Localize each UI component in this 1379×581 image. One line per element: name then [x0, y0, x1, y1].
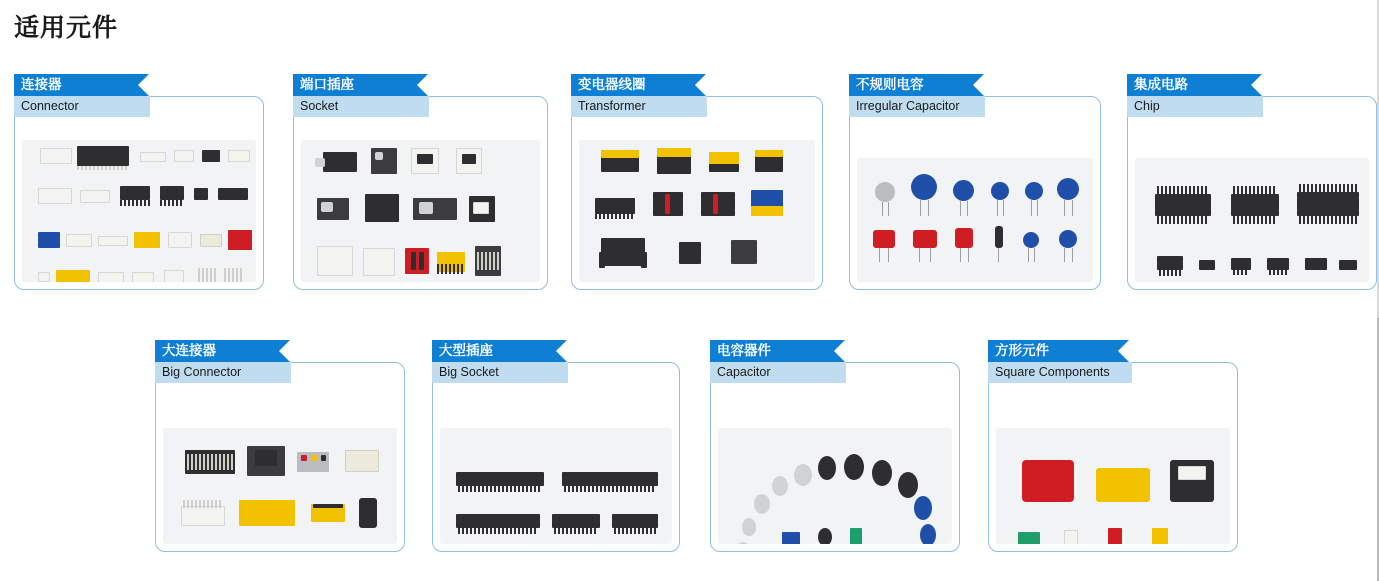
card-capacitor[interactable] — [710, 340, 960, 552]
card-image — [996, 428, 1230, 544]
card-transformer[interactable] — [571, 74, 823, 290]
card-title-en: Irregular Capacitor — [849, 96, 985, 117]
card-title-cn: 大连接器 — [155, 340, 279, 362]
card-title-en: Square Components — [988, 362, 1132, 383]
card-title-cn: 连接器 — [14, 74, 138, 96]
card-big-connector[interactable] — [155, 340, 405, 552]
card-image — [22, 140, 256, 282]
card-square-components[interactable] — [988, 340, 1238, 552]
card-image — [440, 428, 672, 544]
page-title: 适用元件 — [14, 14, 119, 42]
card-socket[interactable] — [293, 74, 548, 290]
card-title-cn: 大型插座 — [432, 340, 556, 362]
card-title-cn: 电容器件 — [710, 340, 834, 362]
card-title-cn: 集成电路 — [1127, 74, 1251, 96]
card-big-socket[interactable] — [432, 340, 680, 552]
card-title-cn: 方形元件 — [988, 340, 1118, 362]
card-connector[interactable] — [14, 74, 264, 290]
card-title-en: Capacitor — [710, 362, 846, 383]
card-title-en: Socket — [293, 96, 429, 117]
card-image — [1135, 158, 1369, 282]
card-image — [579, 140, 815, 282]
card-image — [857, 158, 1093, 282]
card-title-en: Transformer — [571, 96, 707, 117]
card-image — [718, 428, 952, 544]
card-title-en: Chip — [1127, 96, 1263, 117]
card-title-cn: 端口插座 — [293, 74, 417, 96]
card-title-en: Big Connector — [155, 362, 291, 383]
card-image — [301, 140, 540, 282]
card-irregular-capacitor[interactable] — [849, 74, 1101, 290]
card-chip[interactable] — [1127, 74, 1377, 290]
card-title-cn: 变电器线圈 — [571, 74, 695, 96]
card-title-en: Connector — [14, 96, 150, 117]
card-image — [163, 428, 397, 544]
card-title-en: Big Socket — [432, 362, 568, 383]
card-title-cn: 不规则电容 — [849, 74, 973, 96]
